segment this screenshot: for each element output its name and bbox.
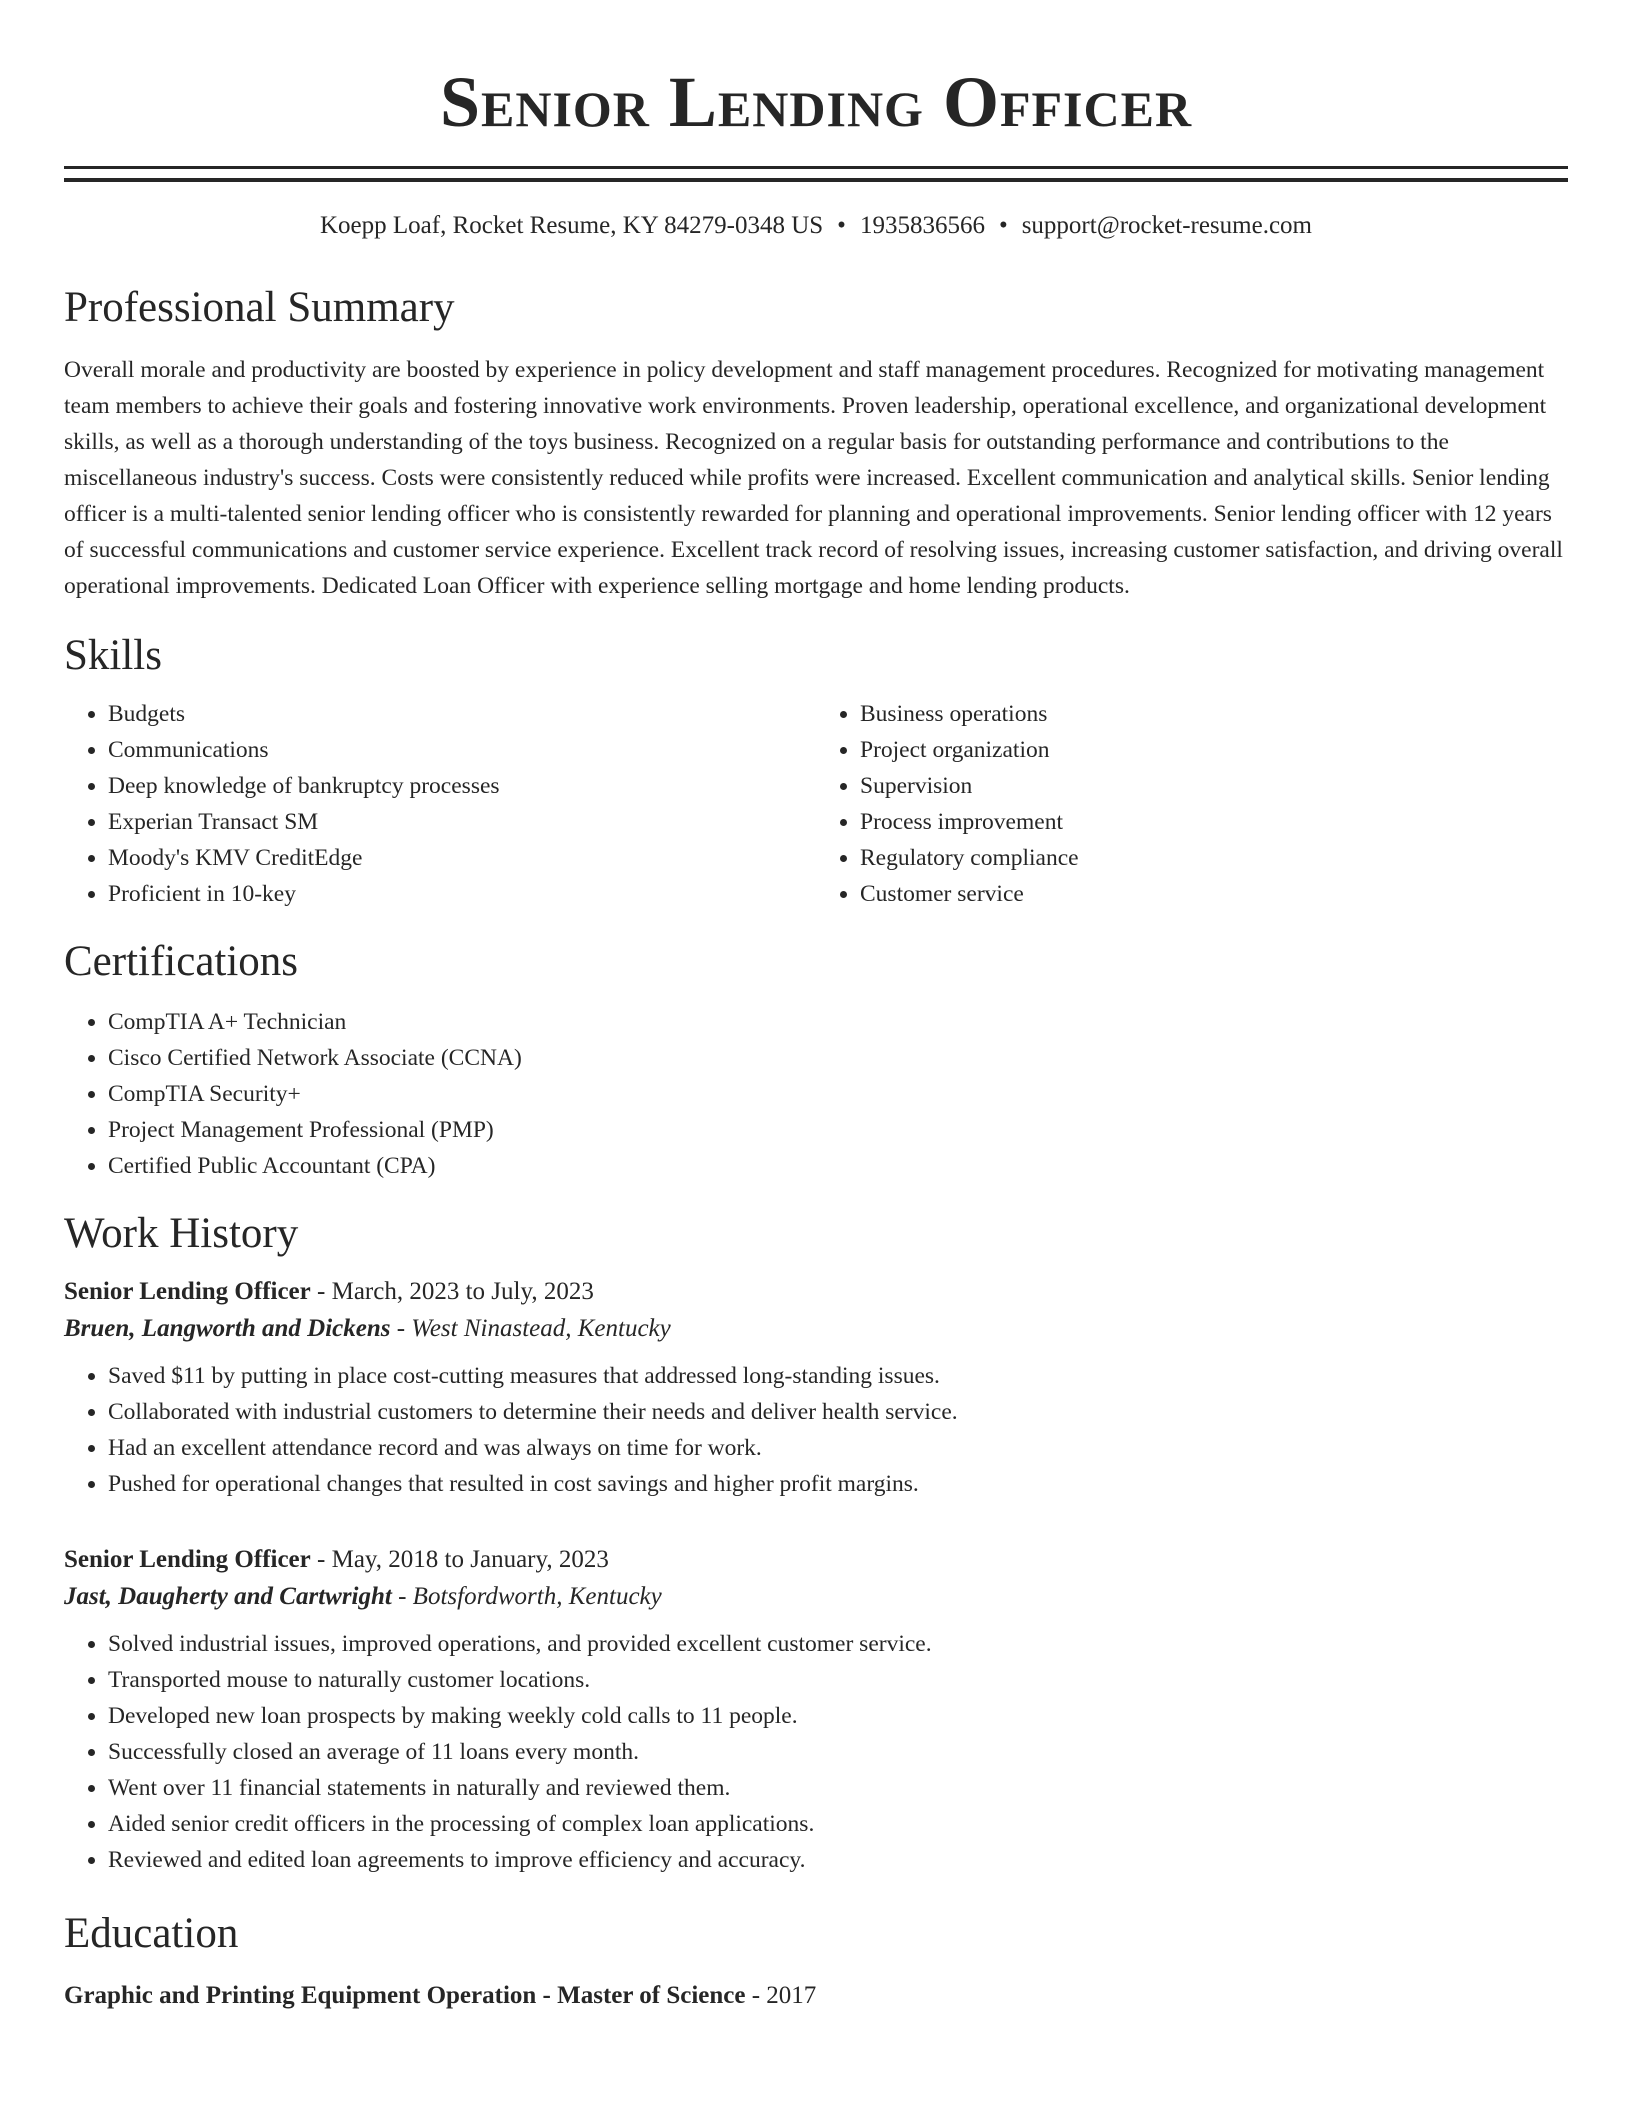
job-title-line bbox=[64, 1542, 1568, 1578]
job-company: Jast, Daugherty and Cartwright bbox=[64, 1583, 392, 1610]
job-company-line bbox=[64, 1578, 1568, 1616]
education-year: - 2017 bbox=[745, 1982, 817, 2009]
job-title: Senior Lending Officer bbox=[64, 1546, 311, 1573]
job-company: Bruen, Langworth and Dickens bbox=[64, 1315, 391, 1342]
certification-item: • Cisco Certified Network Associate (CCNA) bbox=[108, 1040, 1568, 1076]
job-company-line bbox=[64, 1310, 1568, 1348]
job-bullet: • Transported mouse to naturally customer locations. bbox=[108, 1662, 1568, 1698]
job-title: Senior Lending Officer bbox=[64, 1278, 311, 1305]
summary-heading: Professional Summary bbox=[64, 284, 455, 331]
job-dates: - March, 2023 to July, 2023 bbox=[310, 1278, 594, 1305]
job-bullets bbox=[64, 1626, 1568, 1878]
job-title-line bbox=[64, 1274, 1568, 1310]
job-dates: - May, 2018 to January, 2023 bbox=[310, 1546, 609, 1573]
skill-item: • Deep knowledge of bankruptcy processes bbox=[108, 768, 816, 804]
job-bullet: • Had an excellent attendance record and was always on time for work. bbox=[108, 1430, 1568, 1466]
job-bullet: • Developed new loan prospects by making weekly cold calls to 11 people. bbox=[108, 1698, 1568, 1734]
contact-line bbox=[64, 210, 1568, 242]
skill-item: • Supervision bbox=[860, 768, 1568, 804]
job-bullet: • Pushed for operational changes that resulted in cost savings and higher profit margins. bbox=[108, 1466, 1568, 1502]
skills-columns bbox=[64, 696, 1568, 912]
skill-item: • Process improvement bbox=[860, 804, 1568, 840]
skill-item: • Experian Transact SM bbox=[108, 804, 816, 840]
skill-item: • Communications bbox=[108, 732, 816, 768]
job-bullet: • Collaborated with industrial customers to determine their needs and deliver health service. bbox=[108, 1394, 1568, 1430]
job-bullet: • Successfully closed an average of 11 loans every month. bbox=[108, 1734, 1568, 1770]
contact-separator: • bbox=[837, 212, 846, 239]
summary-text: Overall morale and productivity are boosted by experience in policy development and staff management procedures. Recognized for motivating management team members to achieve their goals and fostering innovative work environments. Proven leadership, operational excellence, and organizational development skills, as well as a thorough understanding of the toys business. Recognized on a regular basis for outstanding performance and contributions to the miscellaneous industry's success. Costs were consistently reduced while profits were increased. Excellent communication and analytical skills. Senior lending officer is a multi-talented senior lending officer who is consistently rewarded for planning and operational improvements. Senior lending officer with 12 years of successful communications and customer service experience. Excellent track record of resolving issues, increasing customer satisfaction, and driving overall operational improvements. Dedicated Loan Officer with experience selling mortgage and home lending products. bbox=[64, 357, 1563, 599]
job-entry bbox=[64, 1542, 1568, 1878]
job-location: - West Ninastead, Kentucky bbox=[390, 1315, 671, 1342]
job-bullet: • Reviewed and edited loan agreements to improve efficiency and accuracy. bbox=[108, 1842, 1568, 1878]
skill-item: • Customer service bbox=[860, 876, 1568, 912]
job-bullet: • Went over 11 financial statements in naturally and reviewed them. bbox=[108, 1770, 1568, 1806]
resume-title: Senior Lending Officer bbox=[439, 62, 1193, 142]
job-bullet: • Solved industrial issues, improved operations, and provided excellent customer service. bbox=[108, 1626, 1568, 1662]
certification-item: • Certified Public Accountant (CPA) bbox=[108, 1148, 1568, 1184]
job-bullet: • Aided senior credit officers in the processing of complex loan applications. bbox=[108, 1806, 1568, 1842]
skill-item: • Budgets bbox=[108, 696, 816, 732]
contact-separator: • bbox=[998, 212, 1008, 239]
contact-phone[interactable]: 1935836566 bbox=[859, 212, 985, 239]
skill-item: • Proficient in 10-key bbox=[108, 876, 816, 912]
contact-address: Koepp Loaf, Rocket Resume, KY 84279-0348 US bbox=[320, 212, 824, 239]
job-entry bbox=[64, 1274, 1568, 1502]
skills-list-right bbox=[816, 696, 1568, 912]
skill-item: • Moody's KMV CreditEdge bbox=[108, 840, 816, 876]
certification-item: • CompTIA Security+ bbox=[108, 1076, 1568, 1112]
skills-heading: Skills bbox=[64, 632, 162, 679]
certifications-heading: Certifications bbox=[64, 938, 299, 985]
job-location: - Botsfordworth, Kentucky bbox=[391, 1583, 662, 1610]
job-bullet: • Saved $11 by putting in place cost-cutting measures that addressed long-standing issues. bbox=[108, 1358, 1568, 1394]
education-entry bbox=[64, 1978, 1568, 2014]
work-history-heading: Work History bbox=[64, 1210, 299, 1257]
education-degree: Graphic and Printing Equipment Operation - Master of Science bbox=[64, 1982, 746, 2009]
certifications-list bbox=[64, 1004, 1568, 1184]
certification-item: • CompTIA A+ Technician bbox=[108, 1004, 1568, 1040]
skill-item: • Regulatory compliance bbox=[860, 840, 1568, 876]
certification-item: • Project Management Professional (PMP) bbox=[108, 1112, 1568, 1148]
title-double-rule bbox=[64, 166, 1568, 182]
education-heading: Education bbox=[64, 1910, 239, 1957]
contact-email[interactable]: support@rocket-resume.com bbox=[1021, 212, 1312, 239]
skills-list-left bbox=[64, 696, 816, 912]
skill-item: • Business operations bbox=[860, 696, 1568, 732]
skill-item: • Project organization bbox=[860, 732, 1568, 768]
job-bullets bbox=[64, 1358, 1568, 1502]
